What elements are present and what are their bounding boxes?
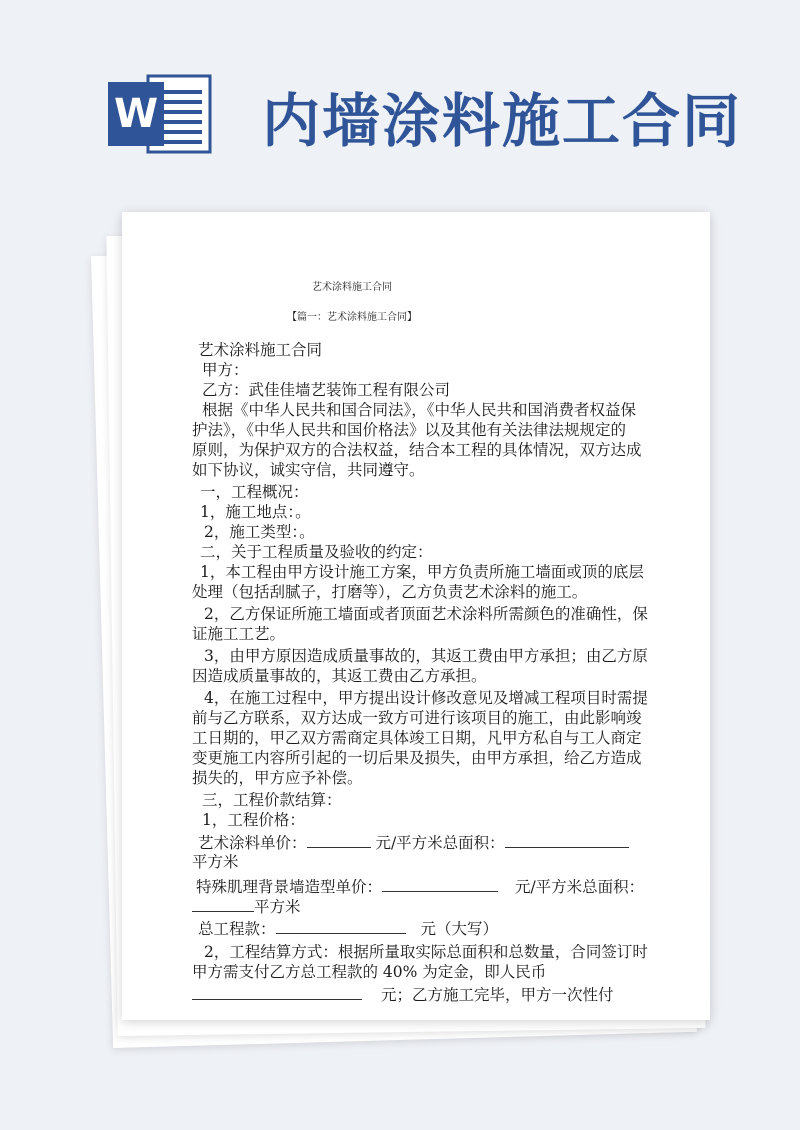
document-subheading: 【篇一：艺术涂料施工合同】	[287, 312, 417, 323]
total-capital-label: 元（大写）	[420, 920, 498, 938]
paint-area-label: 元/平方米总面积：	[375, 834, 505, 852]
paragraph-line: 护法》，《中华人民共和国价格法》以及其他有关法律法规规定的	[192, 421, 627, 439]
paragraph-line: 证施工工艺。	[192, 625, 286, 643]
paint-unit-price-label: 艺术涂料单价：	[198, 834, 307, 852]
banner	[0, 0, 800, 200]
page-title: 内墙涂料施工合同	[262, 87, 743, 155]
paragraph-line: 4，在施工过程中，甲方提出设计修改意见及增减工程项目时需提	[204, 689, 648, 707]
paragraph-line: 工日期的，甲乙双方需商定具体竣工日期，凡甲方私自与工人商定	[192, 729, 642, 747]
deposit-blank	[192, 984, 362, 1000]
texture-area-blank	[192, 896, 254, 912]
paint-unit-price-blank	[307, 832, 371, 848]
paragraph-line: 1，施工地点：。	[200, 503, 311, 521]
total-blank	[276, 918, 406, 934]
total-line	[198, 918, 498, 939]
paint-area-blank	[505, 832, 629, 848]
texture-area-label: 元/平方米总面积：	[514, 878, 645, 896]
deposit-line	[192, 984, 613, 1005]
unit-label: 平方米	[254, 898, 301, 916]
paragraph-line: 1，本工程由甲方设计施工方案，甲方负责所施工墙面或顶的底层	[200, 563, 644, 581]
texture-unit-price-blank	[382, 876, 498, 892]
deposit-tail: 元；乙方施工完毕，甲方一次性付	[380, 986, 614, 1004]
paragraph-line: 3，由甲方原因造成质量事故的，其返工费由甲方承担；由乙方原	[204, 647, 648, 665]
paragraph-line: 甲方需支付乙方总工程款的 40% 为定金，即人民币	[192, 963, 547, 981]
line-title: 艺术涂料施工合同	[198, 341, 323, 359]
paragraph-line: 2，工程结算方式：根据所量取实际总面积和总数量，合同签订时	[204, 943, 648, 961]
unit-label: 平方米	[192, 853, 239, 871]
paragraph-line: 2，施工类型：。	[204, 523, 315, 541]
section-heading: 一，工程概况：	[200, 483, 309, 501]
document-heading: 艺术涂料施工合同	[312, 282, 392, 293]
paragraph-line: 损失的，甲方应予补偿。	[192, 769, 363, 787]
section-heading: 二，关于工程质量及验收的约定：	[200, 543, 433, 561]
total-label: 总工程款：	[198, 920, 276, 938]
paragraph-line: 1，工程价格：	[202, 811, 305, 829]
paragraph-line: 处理（包括刮腻子，打磨等），乙方负责艺术涂料的施工。	[192, 583, 588, 601]
line-party-b: 乙方：武佳佳墙艺装饰工程有限公司	[202, 381, 451, 399]
unit-line	[192, 896, 301, 917]
paragraph-line: 变更施工内容所引起的一切后果及损失，由甲方承担，给乙方造成	[192, 749, 642, 767]
texture-unit-price-label: 特殊肌理背景墙造型单价：	[196, 878, 383, 896]
paragraph-line: 如下协议，诚实守信，共同遵守。	[192, 461, 425, 479]
paragraph-line: 2，乙方保证所施工墙面或者顶面艺术涂料所需颜色的准确性，保	[204, 605, 648, 623]
word-logo-letter: W	[113, 91, 159, 137]
document-page	[122, 212, 710, 1020]
line-party-a: 甲方：	[202, 361, 249, 379]
price-line-texture	[196, 876, 644, 897]
paragraph-line: 原则，为保护双方的合法权益，结合本工程的具体情况，双方达成	[192, 441, 642, 459]
paragraph-line: 根据《中华人民共和国合同法》，《中华人民共和国消费者权益保	[202, 401, 637, 419]
price-line-paint	[198, 832, 629, 853]
paragraph-line: 前与乙方联系，双方达成一致方可进行该项目的施工，由此影响竣	[192, 709, 642, 727]
section-heading: 三，工程价款结算：	[202, 791, 342, 809]
paragraph-line: 因造成质量事故的，其返工费由乙方承担。	[192, 667, 487, 685]
